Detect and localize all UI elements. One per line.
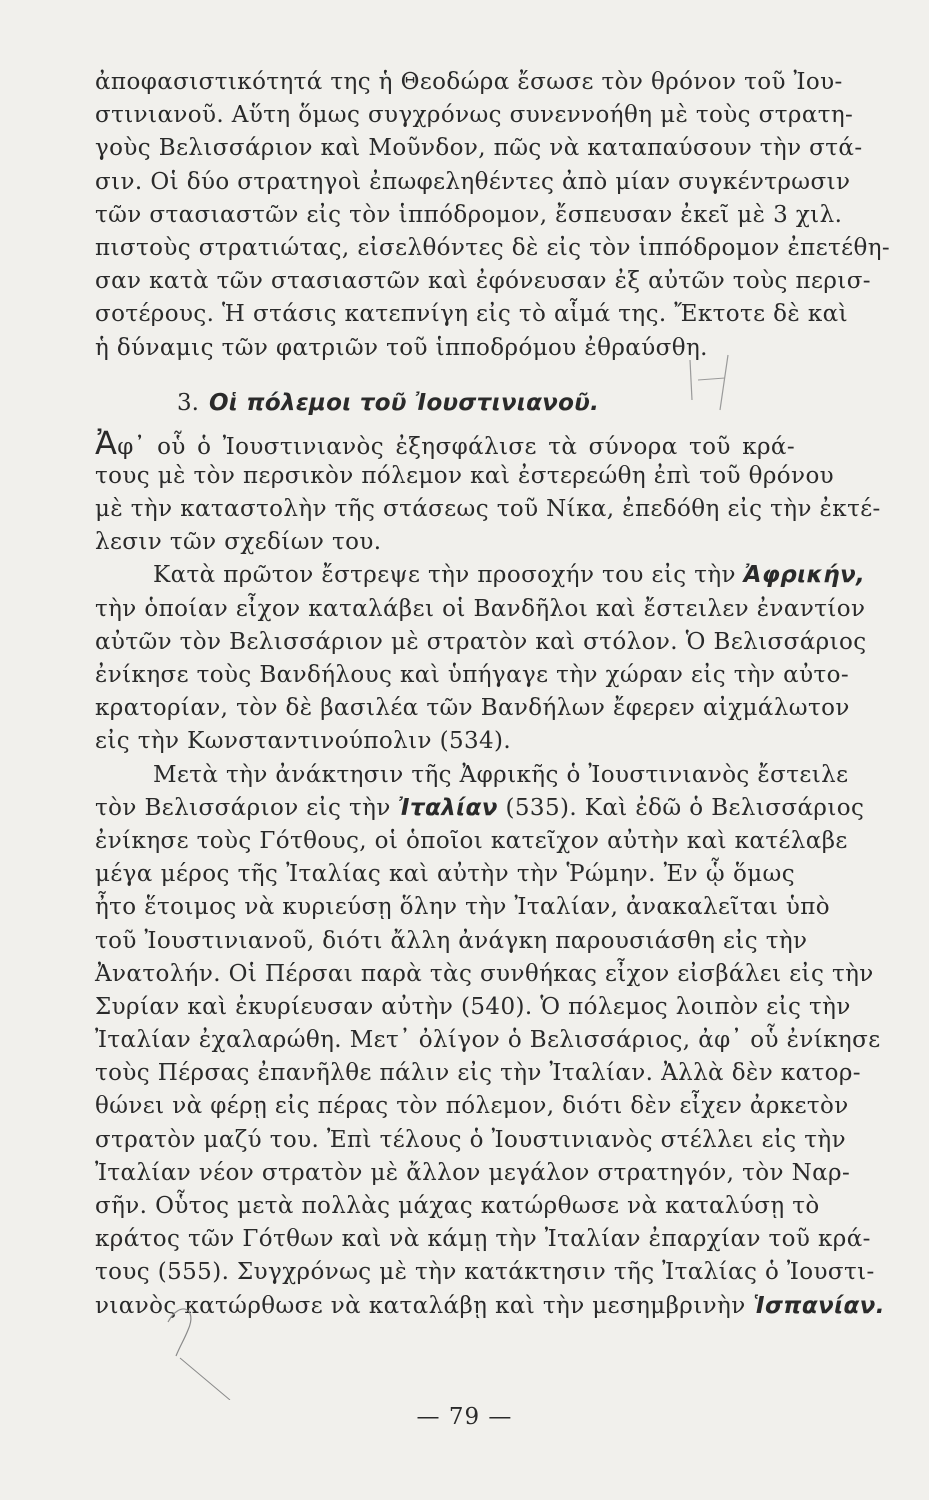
text-line: ἐνίκησε τοὺς Γότθους, οἱ ὁποῖοι κατεῖχον αὐτὴν καὶ κατέλαβε	[95, 827, 848, 854]
emphasis-spain: Ἱσπανίαν.	[753, 1292, 885, 1319]
text-line: θώνει νὰ φέρῃ εἰς πέρας τὸν πόλεμον, διότι δὲν εἶχεν ἀρκετὸν	[95, 1093, 849, 1120]
text-line: γοὺς Βελισσάριον καὶ Μοῦνδον, πῶς νὰ καταπαύσουν τὴν στά-	[95, 135, 863, 162]
text-line: κρατορίαν, τὸν δὲ βασιλέα τῶν Βανδήλων ἔφερεν αἰχμάλωτον	[95, 695, 850, 722]
paragraph-3	[95, 759, 885, 1323]
text-line: τὴν ὁποίαν εἶχον καταλάβει οἱ Βανδῆλοι καὶ ἔστειλεν ἐναντίον	[95, 595, 866, 622]
text-line: πιστοὺς στρατιώτας, εἰσελθόντες δὲ εἰς τὸν ἱππόδρομον ἐπετέθη-	[95, 234, 891, 261]
text-line: ἦτο ἕτοιμος νὰ κυριεύσῃ ὅλην τὴν Ἰταλίαν, ἀνακαλεῖται ὑπὸ	[95, 894, 831, 921]
text-line: στινιανοῦ. Αὕτη ὅμως συγχρόνως συνεννοήθη μὲ τοὺς στρατη-	[95, 102, 854, 129]
text-line: μὲ τὴν καταστολὴν τῆς στάσεως τοῦ Νίκα, ἐπεδόθη εἰς τὴν ἐκτέ-	[95, 496, 881, 523]
text-line: ἀποφασιστικότητά της ἡ Θεοδώρα ἔσωσε τὸν θρόνον τοῦ Ἰου-	[95, 69, 843, 95]
text-line: τῶν στασιαστῶν εἰς τὸν ἱππόδρομον, ἔσπευσαν ἐκεῖ μὲ 3 χιλ.	[95, 201, 843, 228]
text-line: σοτέρους. Ἡ στάσις κατεπνίγη εἰς τὸ αἷμά της. Ἔκτοτε δὲ καὶ	[95, 301, 849, 328]
emphasis-africa: Ἀφρικήν,	[743, 562, 866, 589]
page-number: — 79 —	[416, 1404, 513, 1430]
paragraph-1	[95, 423, 881, 560]
text-line: ἐνίκησε τοὺς Βανδήλους καὶ ὑπήγαγε τὴν χώραν εἰς τὴν αὐτο-	[95, 662, 849, 688]
text-line: Συρίαν καὶ ἐκυρίευσαν αὐτὴν (540). Ὁ πόλεμος λοιπὸν εἰς τὴν	[95, 993, 851, 1020]
text-fragment: τὸν Βελισσάριον εἰς τὴν	[95, 794, 399, 821]
text-line: Ἰταλίαν ἐχαλαρώθη. Μετ᾽ ὀλίγον ὁ Βελισσάριος, ἀφ᾽ οὗ ἐνίκησε	[95, 1027, 881, 1054]
text-fragment: φ᾽ οὗ ὁ Ἰουστινιανὸς ἐξησφάλισε τὰ σύνορα τοῦ κρά-	[117, 433, 795, 460]
text-line: τους (555). Συγχρόνως μὲ τὴν κατάκτησιν τῆς Ἰταλίας ὁ Ἰουστι-	[95, 1259, 875, 1286]
text-line	[95, 423, 795, 462]
text-line: εἰς τὴν Κωνσταντινούπολιν (534).	[95, 728, 512, 755]
text-line: Ἰταλίαν νέον στρατὸν μὲ ἄλλον μεγάλον στρατηγόν, τὸν Ναρ-	[95, 1159, 851, 1186]
text-line: τους μὲ τὸν περσικὸν πόλεμον καὶ ἐστερεώθη ἐπὶ τοῦ θρόνου	[95, 462, 835, 489]
paragraph-2	[95, 559, 867, 758]
text-line: σῆν. Οὗτος μετὰ πολλὰς μάχας κατώρθωσε νὰ καταλύσῃ τὸ	[95, 1193, 820, 1219]
text-line: Ἀνατολήν. Οἱ Πέρσαι παρὰ τὰς συνθήκας εἶχον εἰσβάλει εἰς τὴν	[95, 960, 874, 987]
pencil-circle-icon	[140, 1290, 250, 1400]
text-line: λεσιν τῶν σχεδίων του.	[95, 529, 382, 556]
section-title: Οἱ πόλεμοι τοῦ Ἰουστινιανοῦ.	[208, 389, 600, 416]
text-line: αὐτῶν τὸν Βελισσάριον μὲ στρατὸν καὶ στόλον. Ὁ Βελισσάριος	[95, 628, 867, 655]
text-line: ἡ δύναμις τῶν φατριῶν τοῦ ἱπποδρόμου ἐθραύσθη.	[95, 334, 708, 361]
drop-cap: Ἀ	[95, 423, 118, 462]
page-body	[95, 66, 891, 1323]
text-line: μέγα μέρος τῆς Ἰταλίας καὶ αὐτὴν τὴν Ῥώμην. Ἐν ᾧ ὅμως	[95, 861, 795, 888]
text-line: σιν. Οἱ δύο στρατηγοὶ ἐπωφεληθέντες ἀπὸ μίαν συγκέντρωσιν	[95, 168, 851, 195]
text-line	[95, 792, 865, 825]
text-line: σαν κατὰ τῶν στασιαστῶν καὶ ἐφόνευσαν ἐξ αὐτῶν τοὺς περισ-	[95, 268, 871, 295]
text-line: τοῦ Ἰουστινιανοῦ, διότι ἄλλη ἀνάγκη παρουσιάσθη εἰς τὴν	[95, 927, 808, 954]
emphasis-italy: Ἰταλίαν	[398, 794, 498, 821]
section-number: 3.	[177, 389, 199, 416]
text-line	[95, 559, 866, 592]
text-line: Μετὰ τὴν ἀνάκτησιν τῆς Ἀφρικῆς ὁ Ἰουστινιανὸς ἔστειλε	[153, 761, 849, 788]
text-fragment: νιανὸς κατώρθωσε νὰ καταλάβῃ καὶ τὴν μεσημβρινὴν	[95, 1292, 754, 1319]
text-line: κράτος τῶν Γότθων καὶ νὰ κάμῃ τὴν Ἰταλίαν ἐπαρχίαν τοῦ κρά-	[95, 1226, 871, 1253]
opening-paragraph	[95, 66, 891, 365]
text-line: στρατὸν μαζύ του. Ἐπὶ τέλους ὁ Ἰουστινιανὸς στέλλει εἰς τὴν	[95, 1126, 846, 1153]
text-fragment: (535). Καὶ ἐδῶ ὁ Βελισσάριος	[497, 794, 865, 821]
text-line: τοὺς Πέρσας ἐπανῆλθε πάλιν εἰς τὴν Ἰταλίαν. Ἀλλὰ δὲν κατορ-	[95, 1060, 861, 1087]
text-fragment: Κατὰ πρῶτον ἔστρεψε τὴν προσοχήν του εἰς τὴν	[153, 562, 744, 589]
pencil-mark-icon	[680, 350, 740, 420]
